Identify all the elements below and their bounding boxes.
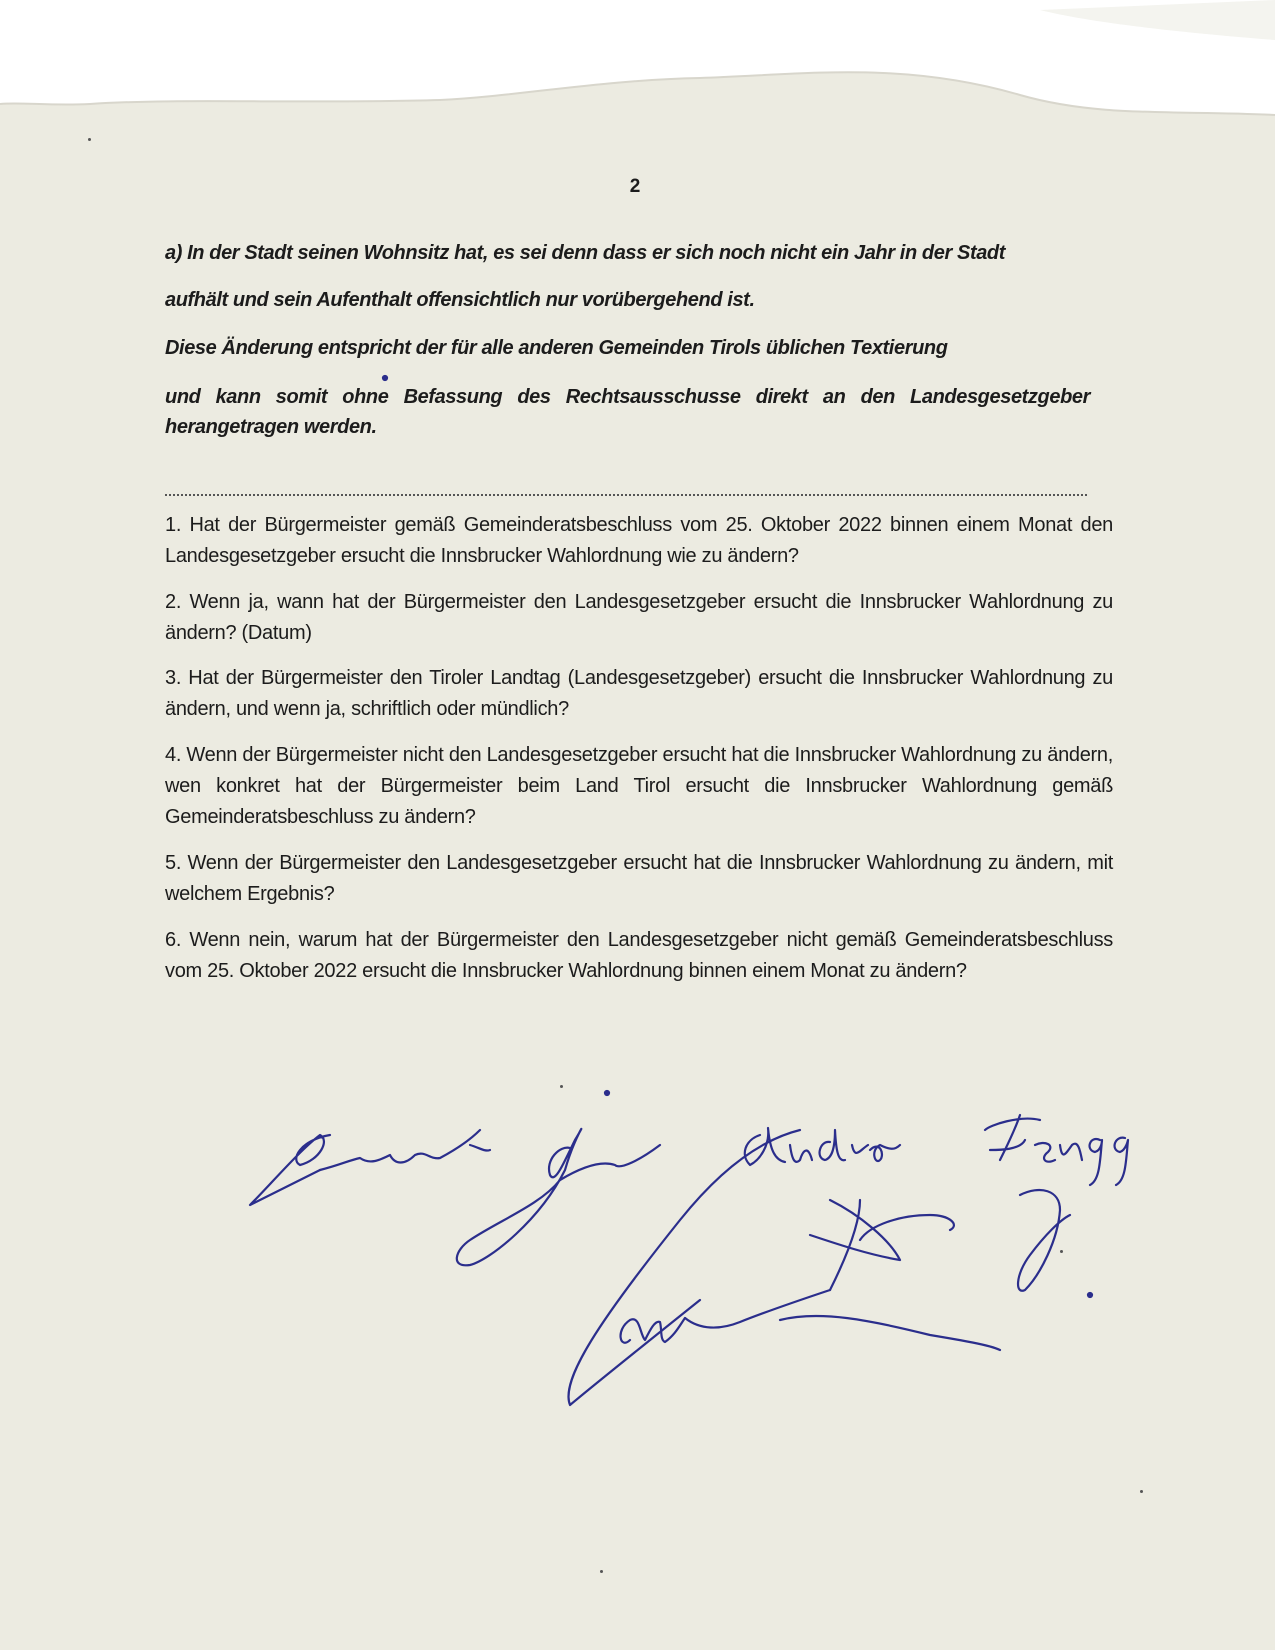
signature-3 [745, 1115, 1128, 1185]
question-6: 6. Wenn nein, warum hat der Bürgermeister den Landesgesetzgeber nicht gemäß Gemeinderatsbeschluss vom 25. Oktober 2022 ersucht die Innsbrucker Wahlordnung binnen einem Monat zu ändern? [165, 929, 1113, 982]
intro-line-1: a) In der Stadt seinen Wohnsitz hat, es sei denn dass er sich noch nicht ein Jahr in der Stadt [165, 242, 1005, 264]
paper-speck [1140, 1490, 1143, 1493]
signature-4 [568, 1130, 1070, 1405]
intro-line-3: Diese Änderung entspricht der für alle anderen Gemeinden Tirols üblichen Textierung [165, 337, 948, 359]
paper-speck [600, 1570, 603, 1573]
paper-speck [560, 1085, 563, 1088]
question-5: 5. Wenn der Bürgermeister den Landesgesetzgeber ersucht hat die Innsbrucker Wahlordnung zu ändern, mit welchem Ergebnis? [165, 852, 1113, 905]
page-number: 2 [629, 176, 641, 197]
paper-speck [1060, 1250, 1063, 1253]
intro-line-2: aufhält und sein Aufenthalt offensichtlich nur vorübergehend ist. [165, 289, 755, 311]
intro-line-4: und kann somit ohne Befassung des Rechtsausschusse direkt an den Landesgesetzgeber herangetragen werden. [165, 386, 1090, 438]
question-1: 1. Hat der Bürgermeister gemäß Gemeinderatsbeschluss vom 25. Oktober 2022 binnen einem Monat den Landesgesetzgeber ersucht die Innsbrucker Wahlordnung wie zu ändern? [165, 514, 1113, 567]
paper-speck [88, 138, 91, 141]
signature-1 [250, 1130, 490, 1205]
signature-2 [457, 1129, 660, 1266]
torn-paper-edge [0, 0, 1275, 140]
question-2: 2. Wenn ja, wann hat der Bürgermeister den Landesgesetzgeber ersucht die Innsbrucker Wahlordnung zu ändern? (Datum) [165, 591, 1113, 644]
question-4: 4. Wenn der Bürgermeister nicht den Landesgesetzgeber ersucht hat die Innsbrucker Wahlordnung zu ändern, wen konkret hat der Bürgermeister beim Land Tirol ersucht die Innsbrucker Wahlordnung gemäß Gemeinderatsbeschluss zu ändern? [165, 744, 1113, 828]
dotted-separator [165, 494, 1087, 496]
question-3: 3. Hat der Bürgermeister den Tiroler Landtag (Landesgesetzgeber) ersucht die Innsbrucker Wahlordnung zu ändern, und wenn ja, schriftlich oder mündlich? [165, 667, 1113, 720]
